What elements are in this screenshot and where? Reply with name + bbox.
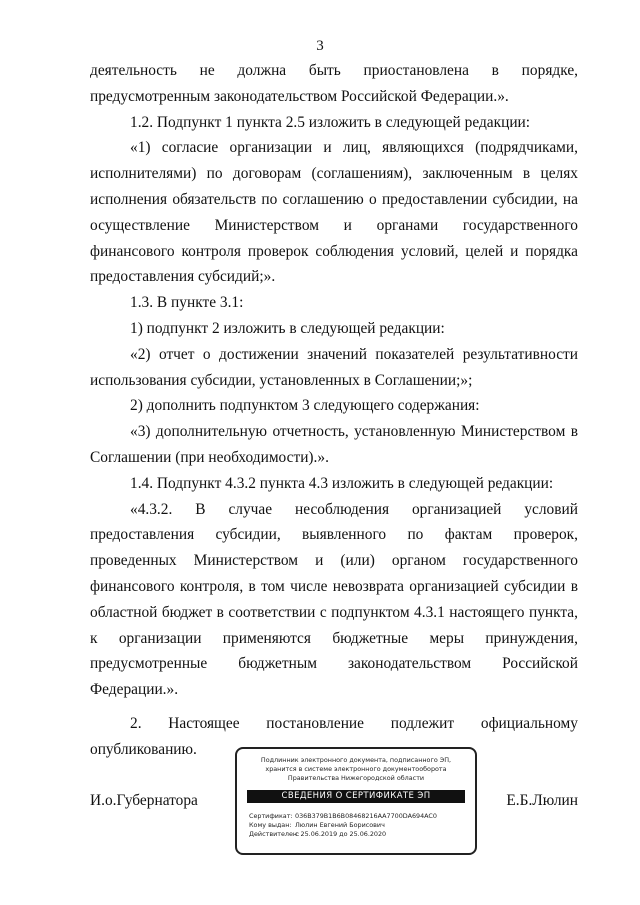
validity-label: Действителен: [249,830,300,838]
certificate-row [249,812,475,821]
signatory-title: И.о.Губернатора [90,792,198,809]
validity-value: с 25.06.2019 до 25.06.2020 [295,830,387,838]
paragraph: «4.3.2. В случае несоблюдения организацией условий предоставления субсидии, выявленного по фактам проверок, проведенных Министерством и (или) органом государственного финансового контроля, в том числе невозврата организацией субсидии в областной бюджет в соответствии с подпунктом 4.3.1 настоящего пункта, к организации применяются бюджетные меры принуждения, предусмотренные бюджетным законодательством Российской Федерации.». [90,500,578,699]
signatory-name: Е.Б.Люлин [506,792,578,809]
paragraph: 1.3. В пункте 3.1: [130,294,244,312]
paragraph: 1) подпункт 2 изложить в следующей редакции: [130,319,445,337]
stamp-header-line: Подлинник электронного документа, подписанного ЭП, [260,756,452,764]
page-number: 3 [316,38,324,54]
paragraph: «3) дополнительную отчетность, установленную Министерством в Соглашении (при необходимости).». [90,423,578,466]
certificate-details [249,812,475,839]
paragraph: деятельность не должна быть приостановлена в порядке, предусмотренным законодательством Российской Федерации.». [90,62,578,105]
stamp-header-line: Правительства Нижегородской области [287,774,425,782]
paragraph: «1) согласие организации и лиц, являющихся (подрядчиками, исполнителями) по договорам (соглашениям), заключенным в целях исполнения обязательств по соглашению о предоставлении субсидии, на осуществление Министерством и органами государственного финансового контроля проверок соблюдения условий, целей и порядка предоставления субсидий;». [90,139,578,286]
certificate-label: Сертификат: [249,812,293,820]
electronic-signature-stamp [235,747,477,855]
paragraph: 2) дополнить подпунктом 3 следующего содержания: [130,397,480,415]
paragraph: 1.4. Подпункт 4.3.2 пункта 4.3 изложить в следующей редакции: [130,474,554,492]
validity-row [249,830,475,839]
issued-to-row [249,821,475,830]
certificate-value: 036B379B1B6B08468216AA7700DA694AC0 [295,812,437,820]
paragraph: 2. Настоящее постановление подлежит официальному опубликованию. [90,714,578,758]
issued-to-label: Кому выдан: [249,821,292,829]
document-body [90,58,578,763]
stamp-header-line: хранится в системе электронного документооборота [265,765,447,773]
paragraph: 1.2. Подпункт 1 пункта 2.5 изложить в следующей редакции: [130,113,531,131]
certificate-info-bar: СВЕДЕНИЯ О СЕРТИФИКАТЕ ЭП [247,790,465,803]
stamp-header [237,756,475,783]
paragraph: «2) отчет о достижении значений показателей результативности использования субсидии, установленных в Соглашении;»; [90,345,578,389]
issued-to-value: Люлин Евгений Борисович [295,821,385,829]
